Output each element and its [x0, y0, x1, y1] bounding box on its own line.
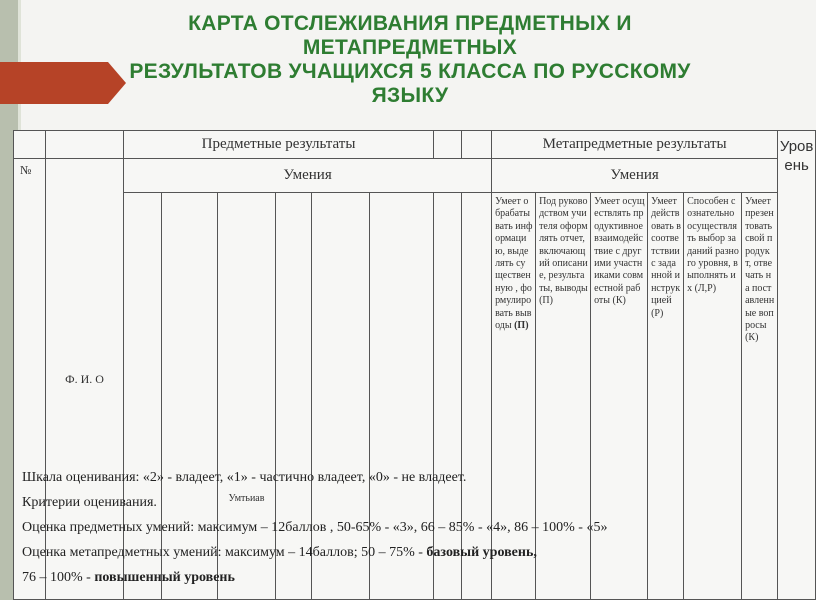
scale-line: Шкала оценивания: «2» - владеет, «1» - частично владеет, «0» - не владеет. — [22, 470, 467, 485]
advanced-level-line: 76 – 100% - повышенный уровень — [22, 570, 235, 585]
subject-skills-label: Умения — [124, 159, 492, 193]
header-blank-a — [434, 131, 462, 159]
title-line-2: МЕТАПРЕДМЕТНЫХ — [302, 36, 518, 59]
criteria-line: Критерии оценивания. — [22, 495, 157, 510]
header-blank-num — [14, 131, 46, 159]
title-line-4: ЯЗЫКУ — [371, 84, 449, 107]
level-header: Уровень — [778, 131, 816, 600]
meta-skill-2: Под руководством учителя оформлять отчет, включающий описание, результаты, выводы (П) — [536, 193, 591, 600]
title-line-3: РЕЗУЛЬТАТОВ УЧАЩИХСЯ 5 КЛАССА ПО РУССКОМУ — [129, 60, 691, 83]
meta-criteria-line: Оценка метапредметных умений: максимум – 14баллов; 50 – 75% - базовый уровень, — [22, 545, 537, 560]
subject-criteria-line: Оценка предметных умений: максимум – 12баллов , 50-65% - «3», 66 – 85% - «4», 86 – 100% - «5» — [22, 520, 608, 535]
grading-notes — [22, 465, 792, 590]
meta-skill-1: Умеет обрабатывать информацию, выделять существенную , формулировать выводы (П) — [492, 193, 536, 600]
page-title — [40, 12, 780, 108]
subject-results-header: Предметные результаты — [124, 131, 434, 159]
meta-skill-4: Умеет действовать в соответствии с заданной инструкцией (Р) — [648, 193, 684, 600]
meta-results-header: Метапредметные результаты — [492, 131, 778, 159]
title-line-1: КАРТА ОТСЛЕЖИВАНИЯ ПРЕДМЕТНЫХ И — [188, 12, 632, 35]
fio-header: Ф. И. О — [46, 159, 124, 600]
meta-skill-3: Умеет осуществлять продуктивное взаимодействие с другими участниками совместной работы (К) — [591, 193, 648, 600]
meta-skill-5: Способен сознательно осуществлять выбор заданий разного уровня, выполнять их (Л,Р) — [684, 193, 742, 600]
subject-skill-cell-3: Умтьиав — [218, 193, 276, 600]
header-blank-b — [462, 131, 492, 159]
header-blank-fio — [46, 131, 124, 159]
meta-skill-6: Умеет презентовать свой продукт, отвечать на поставленные вопросы (К) — [742, 193, 778, 600]
meta-skills-label: Умения — [492, 159, 778, 193]
number-header: № — [14, 159, 46, 600]
